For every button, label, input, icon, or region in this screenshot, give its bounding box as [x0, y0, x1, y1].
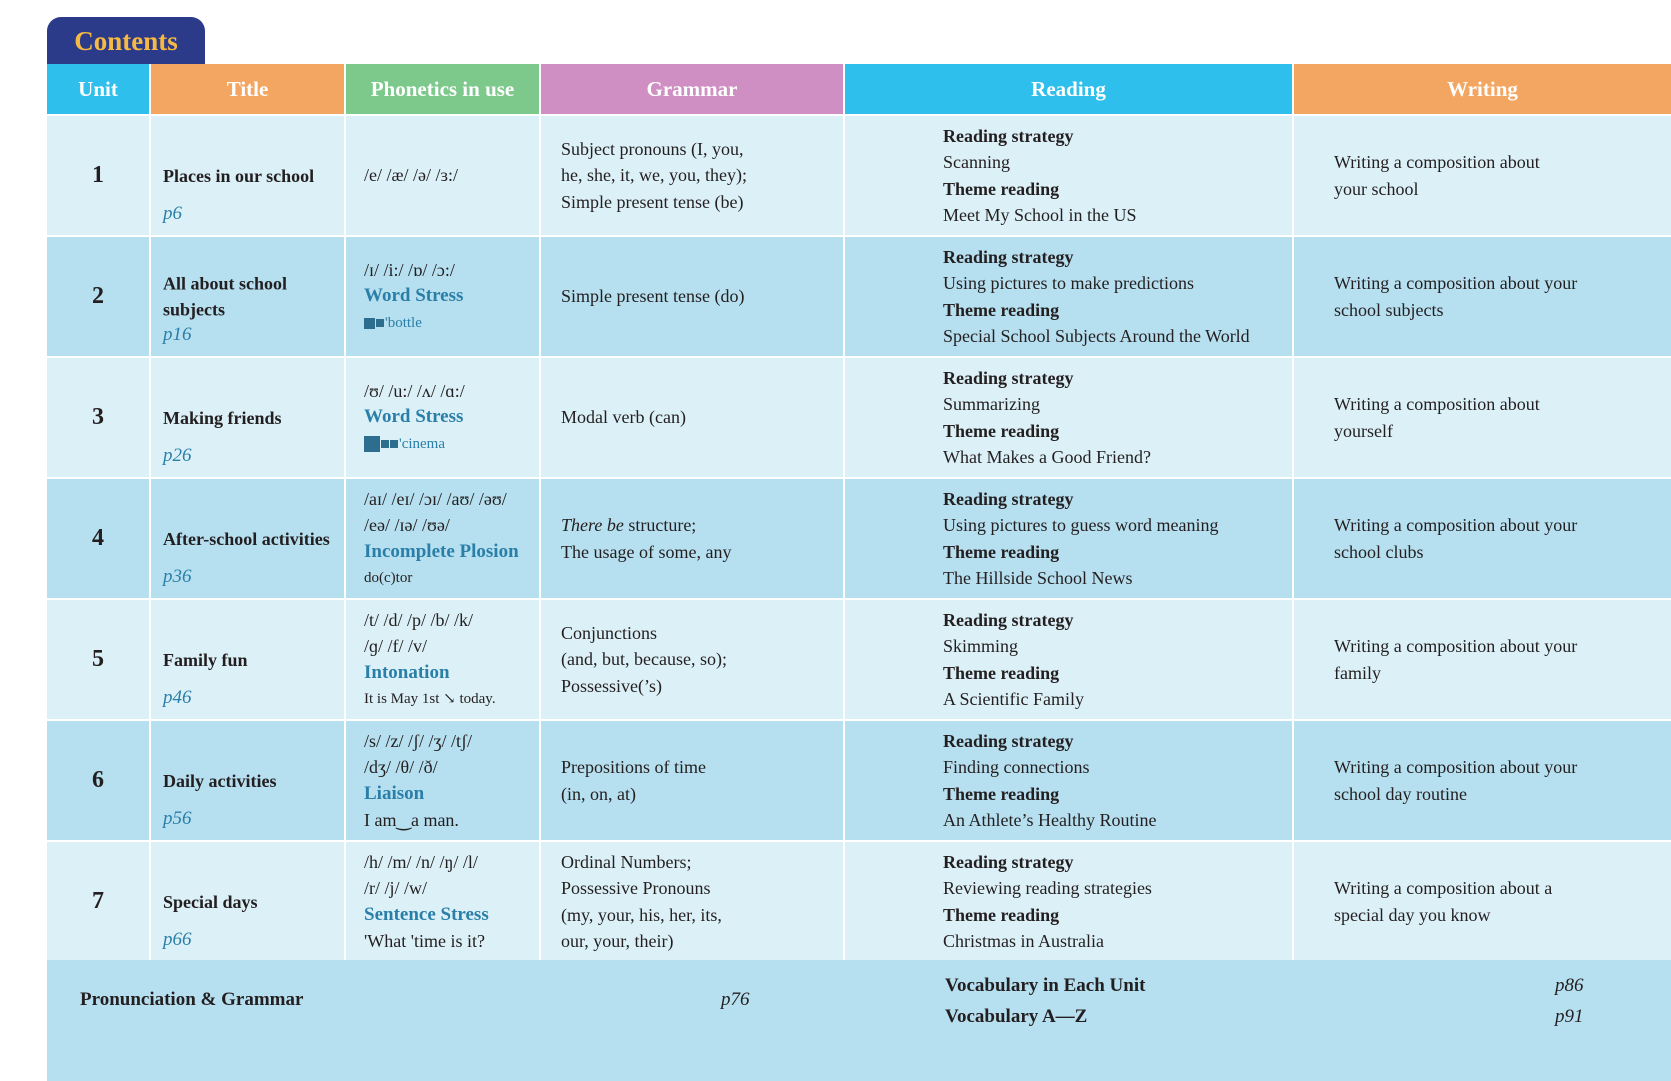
- theme-reading-label: Theme reading: [943, 662, 1060, 683]
- writing-cell: [1294, 116, 1671, 235]
- reading-strategy: Reviewing reading strategies: [943, 878, 1152, 898]
- phonetics-example-text: 'cinema: [399, 435, 446, 452]
- phonetics-example: [364, 807, 531, 834]
- phonetic-symbols: /r/ /j/ /w/: [364, 878, 427, 898]
- phonetics-example: [364, 928, 531, 955]
- theme-reading-label: Theme reading: [943, 299, 1060, 320]
- unit-number: 7: [47, 842, 151, 961]
- unit-page: p46: [163, 686, 192, 708]
- grammar-text: Subject pronouns (I, you,: [561, 138, 744, 159]
- phonetics-example-text: 'What 'time is it?: [364, 931, 485, 951]
- column-header-1: Title: [151, 64, 346, 114]
- column-header-5: Writing: [1294, 64, 1671, 114]
- stress-marker-icon: [376, 319, 384, 327]
- phonetic-symbols: /eə/ /ɪə/ /ʊə/: [364, 515, 450, 535]
- unit-title[interactable]: All about school subjects: [163, 273, 288, 320]
- theme-reading: What Makes a Good Friend?: [943, 447, 1151, 467]
- phonetics-topic: Intonation: [364, 661, 450, 683]
- writing-cell: [1294, 842, 1671, 961]
- theme-reading: The Hillside School News: [943, 568, 1133, 588]
- grammar-text: (and, but, because, so);: [561, 649, 727, 670]
- writing-line: Writing a composition about your: [1334, 636, 1578, 656]
- phonetics-example: [364, 565, 531, 592]
- grammar-line: [561, 902, 833, 929]
- stress-marker-icon: [364, 318, 375, 329]
- writing-line: Writing a composition about your: [1334, 757, 1578, 777]
- unit-page: p56: [163, 807, 192, 829]
- theme-reading: An Athlete’s Healthy Routine: [943, 810, 1157, 830]
- writing-line: school subjects: [1334, 299, 1444, 320]
- unit-number: 6: [47, 721, 151, 840]
- phonetic-symbols: /e/ /æ/ /ə/ /ɜ:/: [364, 165, 459, 186]
- grammar-text: Modal verb (can): [561, 407, 686, 428]
- grammar-cell: [541, 237, 845, 356]
- column-header-3: Grammar: [541, 64, 845, 114]
- theme-reading-label: Theme reading: [943, 420, 1060, 441]
- unit-title-cell: [151, 237, 346, 356]
- unit-number: 1: [47, 116, 151, 235]
- reading-cell: [845, 237, 1294, 356]
- writing-line: yourself: [1334, 420, 1393, 441]
- phonetics-topic: Word Stress: [364, 285, 464, 307]
- phonetics-cell: [346, 842, 541, 961]
- theme-reading-label: Theme reading: [943, 904, 1060, 925]
- phonetic-symbols: /ɡ/ /f/ /v/: [364, 636, 427, 656]
- table-header: [47, 64, 1671, 114]
- unit-page: p36: [163, 565, 192, 587]
- grammar-line: [561, 646, 833, 673]
- phonetics-example-text: do(c)tor: [364, 570, 413, 586]
- unit-page: p6: [163, 202, 182, 224]
- reading-strategy: Skimming: [943, 636, 1019, 656]
- unit-title-cell: [151, 479, 346, 598]
- writing-line: Writing a composition about: [1334, 394, 1540, 414]
- grammar-line: [561, 875, 833, 902]
- writing-cell: [1294, 479, 1671, 598]
- grammar-cell: [541, 358, 845, 477]
- grammar-cell: [541, 116, 845, 235]
- writing-cell: [1294, 600, 1671, 719]
- grammar-line: [561, 673, 833, 700]
- phonetic-symbols: /ɪ/ /i:/ /ɒ/ /ɔ:/: [364, 259, 455, 280]
- pron-grammar-page: p76: [721, 989, 750, 1010]
- unit-number: 5: [47, 600, 151, 719]
- grammar-line: [561, 162, 833, 189]
- stress-marker-icon: [364, 436, 380, 452]
- vocab-az-page: p91: [1555, 1006, 1584, 1027]
- reading-strategy: Scanning: [943, 152, 1010, 172]
- reading-cell: [845, 721, 1294, 840]
- grammar-cell: [541, 479, 845, 598]
- unit-title-cell: [151, 600, 346, 719]
- table-row[interactable]: [47, 116, 1671, 235]
- theme-reading-label: Theme reading: [943, 178, 1060, 199]
- vocab-az-link[interactable]: Vocabulary A—Z: [945, 1006, 1088, 1027]
- unit-title[interactable]: Family fun: [163, 649, 248, 670]
- table-row[interactable]: [47, 721, 1671, 840]
- phonetic-symbols: /aɪ/ /eɪ/ /ɔɪ/ /aʊ/ /əʊ/: [364, 488, 507, 509]
- grammar-line: [561, 849, 833, 876]
- phonetics-cell: [346, 721, 541, 840]
- grammar-text: Possessive(’s): [561, 675, 663, 696]
- phonetic-symbols: /t/ /d/ /p/ /b/ /k/: [364, 609, 474, 630]
- writing-line: school day routine: [1334, 783, 1467, 804]
- phonetics-example-text: 'bottle: [385, 314, 422, 331]
- stress-marker-icon: [390, 440, 398, 448]
- unit-title[interactable]: Daily activities: [163, 770, 277, 791]
- theme-reading: Christmas in Australia: [943, 931, 1104, 951]
- footer-section: [47, 960, 1671, 1081]
- reading-strategy-label: Reading strategy: [943, 367, 1074, 388]
- phonetic-symbols: /h/ /m/ /n/ /ŋ/ /l/: [364, 851, 478, 872]
- theme-reading: Special School Subjects Around the World: [943, 326, 1250, 346]
- phonetics-cell: [346, 358, 541, 477]
- grammar-text: Simple present tense (be): [561, 191, 744, 212]
- unit-number: 2: [47, 237, 151, 356]
- writing-line: school clubs: [1334, 541, 1424, 562]
- grammar-text: Prepositions of time: [561, 757, 706, 777]
- phonetics-cell: [346, 600, 541, 719]
- unit-title[interactable]: Making friends: [163, 407, 282, 428]
- phonetics-topic: Word Stress: [364, 406, 464, 428]
- writing-line: your school: [1334, 178, 1419, 199]
- reading-strategy-label: Reading strategy: [943, 125, 1074, 146]
- reading-strategy: Using pictures to guess word meaning: [943, 515, 1219, 535]
- phonetic-symbols: /dʒ/ /θ/ /ð/: [364, 757, 438, 777]
- grammar-line: [561, 512, 833, 539]
- grammar-text: he, she, it, we, you, they);: [561, 165, 747, 186]
- phonetics-topic: Incomplete Plosion: [364, 540, 519, 562]
- unit-title[interactable]: Special days: [163, 891, 258, 912]
- table-row[interactable]: [47, 479, 1671, 598]
- writing-cell: [1294, 721, 1671, 840]
- reading-cell: [845, 479, 1294, 598]
- grammar-line: [561, 189, 833, 216]
- grammar-line: [561, 754, 833, 781]
- unit-number: 4: [47, 479, 151, 598]
- reading-strategy: Using pictures to make predictions: [943, 273, 1194, 293]
- table-row[interactable]: [47, 358, 1671, 477]
- phonetics-topic: Sentence Stress: [364, 903, 489, 925]
- writing-cell: [1294, 358, 1671, 477]
- column-header-4: Reading: [845, 64, 1294, 114]
- theme-reading-label: Theme reading: [943, 541, 1060, 562]
- phonetics-example: [364, 431, 531, 458]
- unit-title[interactable]: After-school activities: [163, 528, 330, 549]
- reading-cell: [845, 842, 1294, 961]
- grammar-text: Conjunctions: [561, 622, 658, 643]
- unit-title-cell: [151, 842, 346, 961]
- writing-cell: [1294, 237, 1671, 356]
- grammar-line: [561, 136, 833, 163]
- grammar-line: [561, 283, 833, 310]
- unit-page: p66: [163, 928, 192, 950]
- table-row[interactable]: [47, 237, 1671, 356]
- phonetics-topic: Liaison: [364, 782, 425, 804]
- unit-title-cell: [151, 721, 346, 840]
- reading-strategy: Summarizing: [943, 394, 1040, 414]
- reading-strategy-label: Reading strategy: [943, 246, 1074, 267]
- grammar-text: The usage of some, any: [561, 541, 732, 562]
- writing-line: Writing a composition about your: [1334, 515, 1578, 535]
- grammar-text: (my, your, his, her, its,: [561, 904, 722, 925]
- writing-line: Writing a composition about: [1334, 152, 1540, 172]
- grammar-text: Possessive Pronouns: [561, 878, 711, 898]
- phonetic-symbols: /s/ /z/ /ʃ/ /ʒ/ /tʃ/: [364, 730, 472, 751]
- grammar-text: (in, on, at): [561, 783, 636, 804]
- table-row[interactable]: [47, 600, 1671, 719]
- contents-tab: Contents: [47, 17, 205, 65]
- reading-strategy-label: Reading strategy: [943, 730, 1074, 751]
- reading-cell: [845, 116, 1294, 235]
- writing-line: special day you know: [1334, 904, 1491, 925]
- writing-line: Writing a composition about your: [1334, 273, 1578, 293]
- phonetic-symbols: /ʊ/ /u:/ /ʌ/ /ɑ:/: [364, 380, 465, 401]
- grammar-cell: [541, 721, 845, 840]
- phonetics-example: [364, 310, 531, 337]
- column-header-0: Unit: [47, 64, 151, 114]
- unit-page: p26: [163, 444, 192, 466]
- theme-reading: Meet My School in the US: [943, 205, 1137, 225]
- grammar-line: [561, 620, 833, 647]
- theme-reading-label: Theme reading: [943, 783, 1060, 804]
- reading-cell: [845, 358, 1294, 477]
- vocab-unit-page: p86: [1555, 975, 1584, 996]
- grammar-line: [561, 781, 833, 808]
- pron-grammar-link[interactable]: Pronunciation & Grammar: [80, 989, 304, 1010]
- table-row[interactable]: [47, 842, 1671, 961]
- grammar-cell: [541, 600, 845, 719]
- grammar-line: [561, 404, 833, 431]
- phonetics-cell: [346, 479, 541, 598]
- grammar-italic: There be: [561, 515, 624, 535]
- grammar-cell: [541, 842, 845, 961]
- phonetics-cell: [346, 116, 541, 235]
- writing-line: family: [1334, 662, 1381, 683]
- grammar-text: our, your, their): [561, 931, 674, 951]
- reading-strategy-label: Reading strategy: [943, 609, 1074, 630]
- grammar-text: Simple present tense (do): [561, 286, 745, 307]
- unit-title-cell: [151, 116, 346, 235]
- contents-table: [47, 116, 1671, 963]
- reading-strategy-label: Reading strategy: [943, 488, 1074, 509]
- stress-marker-icon: [381, 440, 389, 448]
- reading-strategy: Finding connections: [943, 757, 1090, 777]
- theme-reading: A Scientific Family: [943, 689, 1084, 709]
- grammar-line: [561, 928, 833, 955]
- phonetics-example-text: It is May 1st ↘ today.: [364, 691, 496, 707]
- phonetics-example-text: I am‿a man.: [364, 810, 459, 830]
- writing-line: Writing a composition about a: [1334, 878, 1553, 898]
- grammar-text: structure;: [623, 515, 697, 535]
- column-header-2: Phonetics in use: [346, 64, 541, 114]
- phonetics-example: [364, 686, 531, 713]
- vocab-unit-link[interactable]: Vocabulary in Each Unit: [945, 975, 1146, 996]
- unit-title-cell: [151, 358, 346, 477]
- reading-strategy-label: Reading strategy: [943, 851, 1074, 872]
- phonetics-cell: [346, 237, 541, 356]
- unit-page: p16: [163, 323, 192, 345]
- unit-number: 3: [47, 358, 151, 477]
- reading-cell: [845, 600, 1294, 719]
- grammar-text: Ordinal Numbers;: [561, 851, 692, 872]
- grammar-line: [561, 539, 833, 566]
- unit-title[interactable]: Places in our school: [163, 165, 315, 186]
